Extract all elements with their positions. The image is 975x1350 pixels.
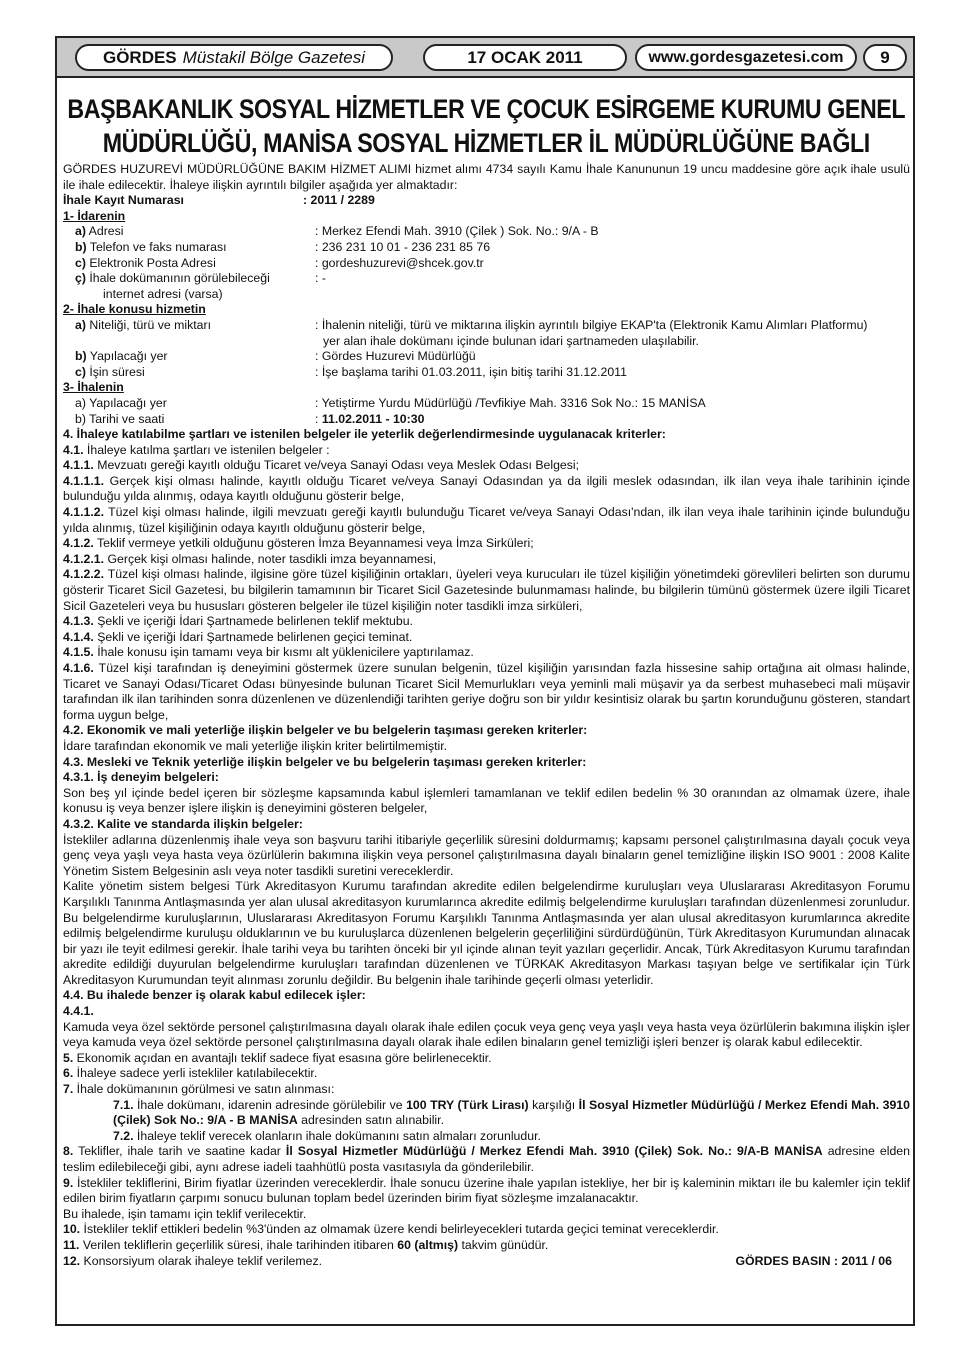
s3-b-label: b) Tarihi ve saati (75, 411, 165, 426)
paper-subtitle: Müstakil Bölge Gazetesi (182, 47, 366, 67)
num: 8. (63, 1144, 74, 1159)
p-4-4-1: Kamuda veya özel sektörde personel çalıştırılmasına dayalı olarak ihale edilen çocuk veya genç veya yaşlı veya hasta veya özürlülerin bakımına ilişkin işler veya kamuda veya özel sektörde personel çalıştırılmasına dayalı olarak ihale edilen binaların genel temizliği işleri benzer iş olarak kabul edilecektir. (63, 1019, 910, 1050)
text: Şekli ve içeriği İdari Şartnamede belirlenen teklif mektubu. (93, 614, 413, 629)
p-4-1-2 (63, 536, 910, 552)
item-10 (63, 1222, 910, 1238)
item-9-b: Bu ihalede, işin tamamı için teklif verilecektir. (63, 1206, 307, 1221)
s3-b-value: 11.02.2011 - 10:30 (321, 411, 425, 426)
text: Konsorsiyum olarak ihaleye teklif verilemez. (80, 1253, 323, 1268)
p-4-1 (63, 443, 910, 459)
num: 7.1. (113, 1097, 134, 1112)
text: İhale dokümanı, idarenin adresinde görülebilir ve (133, 1097, 407, 1112)
s1-d-label: İhale dokümanının görülebileceği (85, 271, 270, 286)
text: Şekli ve içeriği İdari Şartnamede belirlenen geçici teminat. (93, 629, 413, 644)
text: Tüzel kişi olması halinde, ilgili mevzuatı gereği kayıtlı bulunduğu Ticaret ve/veya Sanayi Odası'ndan, ilk ilan veya ihale tarihinin içinde bulunduğu yılda alınmış, tüzel kişiliğinin odaya kayıtlı olduğunu gösterir belge, (63, 505, 910, 535)
s3-a-label: a) Yapılacağı yer (75, 395, 167, 410)
num: 6. (63, 1066, 74, 1081)
intro-paragraph: GÖRDES HUZUREVİ MÜDÜRLÜĞÜNE BAKIM HİZMET ALIMI hizmet alımı 4734 sayılı Kamu İhale Kanununun 19 uncu maddesine göre açık ihale usulü ile ihale edilecektir. İhaleye ilişkin ayrıntılı bilgiler aşağıda yer almaktadır: (63, 162, 910, 192)
item-12-row (63, 1254, 910, 1270)
text: 100 TRY (Türk Lirası) (406, 1097, 529, 1112)
s1-a-label: Adresi (85, 224, 124, 239)
s3-a-value: : Yetiştirme Yurdu Müdürlüğü /Tevfikiye Mah. 3316 Sok No.: 15 MANİSA (315, 395, 706, 410)
paper-name-pill (75, 44, 393, 71)
p-4-1-2-1 (63, 552, 910, 568)
s2-b-row (63, 349, 910, 365)
num: 4.1.1.1. (63, 473, 105, 488)
p-4-2-title: 4.2. Ekonomik ve mali yeterliğe ilişkin belgeler ve bu belgelerin taşıması gereken kriterler: (63, 723, 588, 738)
num: 4.1.4. (63, 629, 94, 644)
text: İhaleye sadece yerli istekliler katılabilecektir. (73, 1066, 318, 1081)
s1-d-value: : - (315, 271, 326, 286)
text: Mevzuatı gereği kayıtlı olduğu Ticaret ve/veya Sanayi Odası veya Meslek Odası Belgesi; (93, 458, 580, 473)
item-7 (63, 1082, 910, 1098)
text: Gerçek kişi olması halinde, kayıtlı olduğu Ticaret ve/veya Sanayi Odasından ya da ilgili meslek odasından, ilk ilan veya ihale tarihinin içinde bulunduğu yılda alınmış, odaya kayıtlı olduğunu gösterir belge, (63, 473, 910, 504)
article-title: BAŞBAKANLIK SOSYAL HİZMETLER VE ÇOCUK ESİRGEME KURUMU GENEL MÜDÜRLÜĞÜ, MANİSA SOSYAL HİZMETLER İL MÜDÜRLÜĞÜNE BAĞLI (67, 94, 906, 158)
s2-a-label: Niteliği, türü ve miktarı (85, 317, 211, 332)
item-5 (63, 1051, 910, 1067)
text: İhale konusu işin tamamı veya bir kısmı alt yüklenicilere yaptırılamaz. (93, 645, 474, 660)
p-4-3-2-title: 4.3.2. Kalite ve standarda ilişkin belgeler: (63, 816, 303, 831)
num: 11. (63, 1237, 80, 1252)
num: 4.1.2.1. (63, 551, 105, 566)
text: Teklifler, ihale tarih ve saatine kadar (73, 1144, 286, 1159)
text: Gerçek kişi olması halinde, noter tasdikli imza beyannamesi, (104, 551, 437, 566)
s1-c-value: : gordeshuzurevi@shcek.gov.tr (315, 255, 484, 270)
p-4-4-1-title: 4.4.1. (63, 1004, 94, 1019)
num: 10. (63, 1222, 81, 1237)
text: 60 (altmış) (397, 1237, 459, 1252)
text: Verilen tekliflerin geçerlilik süresi, ihale tarihinden itibaren (79, 1237, 398, 1252)
s3-b-prefix: : (315, 411, 322, 426)
num: 7.2. (113, 1128, 134, 1143)
page-number-pill (863, 44, 907, 71)
website: www.gordesgazetesi.com (648, 48, 844, 66)
kayit-value: : 2011 / 2289 (303, 193, 375, 208)
p-4-1-1-1 (63, 474, 910, 505)
text: İstekliler teklif ettikleri bedelin %3'ünden az olmamak üzere kendi belirleyecekleri tutarda geçici teminat vereceklerdir. (80, 1222, 719, 1237)
num: 5. (63, 1050, 74, 1065)
s2-c-key: c) (75, 364, 86, 379)
p-4-1-5 (63, 645, 910, 661)
text: adresine elden teslim edilebileceği gibi, aynı adrese iadeli taahhütlü posta vasıtasıyla da gönderilebilir. (63, 1144, 910, 1174)
p-4-3-title: 4.3. Mesleki ve Teknik yeterliğe ilişkin belgeler ve bu belgelerin taşıması gereken kriterler: (63, 754, 587, 769)
s3-a-row (63, 396, 910, 412)
kayit-label: İhale Kayıt Numarası (63, 193, 184, 208)
s2-a-key: a) (75, 317, 86, 332)
text: Teklif vermeye yetkili olduğunu gösteren İmza Beyannamesi veya İmza Sirküleri; (93, 536, 534, 551)
text: Ekonomik açıdan en avantajlı teklif sadece fiyat esasına göre belirlenecektir. (73, 1050, 492, 1065)
section-1-title: 1- İdarenin (63, 208, 126, 223)
num: 4.1.5. (63, 645, 94, 660)
s2-b-value: : Gördes Huzurevi Müdürlüğü (315, 349, 476, 364)
num: 7. (63, 1082, 74, 1097)
num: 4.1.3. (63, 614, 94, 629)
p-4-4-title: 4.4. Bu ihalede benzer iş olarak kabul edilecek işler: (63, 988, 366, 1003)
s1-b-value: : 236 231 10 01 - 236 231 85 76 (315, 239, 491, 254)
s1-a-value: : Merkez Efendi Mah. 3910 (Çilek ) Sok. No.: 9/A - B (315, 224, 599, 239)
num: 4.1. (63, 442, 84, 457)
s2-c-label: İşin süresi (85, 364, 145, 379)
p-4-1-2-2 (63, 567, 910, 614)
p-4-3-2-b: Kalite yönetim sistem belgesi Türk Akreditasyon Kurumu tarafından akredite edilen belgelendirme kuruluşları veya Uluslararası Akreditasyon Forumu Karşılıklı Tanınma Antlaşmasında yer alan ulusal akreditasyon kurumlarınca akredite edilmiş belgelendirme kuruluşları tarafından düzenlenmesi zorunludur. Bu belgelendirme kuruluşlarının, Uluslararası Akreditasyon Forumu Karşılıklı Tanınma Antlaşmasında yer alan ulusal akreditasyon kurumlarınca akredite edilmiş belgelendirme kuruluşu olduklarının ve bu kuruluşlarca düzenlenen belgelerin geçerliliğini sürdürdüğünün, Türk Akreditasyon Kurumundan alınacak bir yazı ile teyit edilmesi gerekir. İhale tarihi veya bu tarihten önceki bir yıl içinde alınan teyit yazıları geçerlidir. Ancak, Türk Akreditasyon Kurumu tarafından akredite edildiği duyurulan belgelendirme kuruluşları tarafından düzenlenen ve TÜRKAK Akreditasyon Markası taşıyan belge ve sertifikalar için Türk Akreditasyon Kurumundan teyit alınması zorunlu değildir. Bu belgenin ihale tarihinde geçerli olması yeterlidir. (63, 879, 910, 987)
text: karşılığı (528, 1097, 579, 1112)
item-7-2 (63, 1129, 910, 1145)
article (63, 92, 910, 1269)
p-4-1-3 (63, 614, 910, 630)
text: İl Sosyal Hizmetler Müdürlüğü / Merkez Efendi Mah. 3910 (Çilek) Sok. No.: 9/A-B MANİSA (285, 1144, 823, 1159)
text: takvim günüdür. (458, 1237, 549, 1252)
num: 4.1.1.2. (63, 505, 105, 520)
p-4-2: İdare tarafından ekonomik ve mali yeterliğe ilişkin kriter belirtilmemiştir. (63, 738, 448, 753)
p-4-3-1-title: 4.3.1. İş deneyim belgeleri: (63, 770, 219, 785)
item-9 (63, 1176, 910, 1207)
s2-b-key: b) (75, 349, 87, 364)
text: Tüzel kişi tarafından iş deneyimini göstermek üzere sunulan belgenin, tüzel kişiliğin yarısından fazla hissesine sahip ortağına ait olması halinde, Ticaret ve Sanayi Odası/Ticaret Odası bünyesinde bulunan Ticaret Sicil Memurlukları veya yeminli mali müşavir ya da serbest muhasebeci mali müşavir tarafından ilk ilan tarihinden sonra düzenlenen ve düzenlendiği tarihten geriye doğru son bir yıldır kesintisiz olarak bu şartın korunduğunu gösteren, standart forma uygun belge, (63, 661, 910, 722)
section-4-title: 4. İhaleye katılabilme şartları ve istenilen belgeler ile yeterlik değerlendirmesinde uygulanacak kriterler: (63, 427, 666, 442)
num: 12. (63, 1253, 81, 1268)
p-4-1-1 (63, 458, 910, 474)
s1-d-row (63, 271, 910, 302)
num: 4.1.6. (63, 661, 94, 675)
s1-b-key: b) (75, 239, 87, 254)
date-pill (423, 44, 627, 71)
num: 4.1.2.2. (63, 567, 105, 582)
item-12 (63, 1254, 322, 1270)
text: İhaleye teklif verecek olanların ihale dokümanını satın almaları zorunludur. (133, 1128, 541, 1143)
p-4-1-1-2 (63, 505, 910, 536)
page-number: 9 (880, 47, 890, 67)
s1-a-key: a) (75, 224, 86, 239)
s1-c-label: Elektronik Posta Adresi (85, 255, 216, 270)
section-3-title: 3- İhalenin (63, 380, 124, 395)
text: İl Sosyal Hizmetler Müdürlüğü / Merkez Efendi Mah. 3910 (Çilek) Sok No.: 9/A - B MANİSA (113, 1097, 910, 1128)
paper-name: GÖRDES (102, 47, 177, 67)
website-pill (635, 44, 857, 71)
s2-b-label: Yapılacağı yer (86, 349, 168, 364)
item-11 (63, 1238, 910, 1254)
s1-b-label: Telefon ve faks numarası (86, 239, 227, 254)
s1-a-row (63, 224, 910, 240)
s2-a-value2: yer alan ihale dokümanı içinde bulunan idari şartnameden ulaşılabilir. (323, 333, 699, 348)
text: Tüzel kişi olması halinde, ilgisine göre tüzel kişiliğinin ortakları, üyeleri veya kurucuları ile tüzel kişiliğin yönetimdeki görevlileri belirten son durumu gösterir Ticaret Sicil Gazetesi, bu bilgilerin tamamının bir Ticaret Sicil Gazetesinde bulunmaması halinde, bu bilgilerin tümünü göstermek üzere ilgili Ticaret Sicil Gazeteleri veya bu hususları gösteren belgeler ile tüzel kişiliğin noter tasdikli imza sirküleri, (63, 567, 910, 613)
s2-c-row (63, 365, 910, 381)
s1-c-row (63, 256, 910, 272)
newspaper-header (57, 38, 913, 78)
p-4-1-4 (63, 630, 910, 646)
num: 4.1.2. (63, 536, 94, 551)
num: 9. (63, 1175, 74, 1190)
s3-b-row (63, 412, 910, 428)
s2-c-value: : İşe başlama tarihi 01.03.2011, işin bitiş tarihi 31.12.2011 (315, 364, 627, 379)
section-2-title: 2- İhale konusu hizmetin (63, 302, 206, 317)
s1-d-key: ç) (75, 271, 86, 286)
p-4-3-1: Son beş yıl içinde bedel içeren bir sözleşme kapsamında kabul işlemleri tamamlanan ve teklif edilen bedelin % 30 oranından az olmamak üzere, ihale konusu iş veya benzer işlere ilişkin iş deneyimini gösteren belgeler, (63, 785, 910, 816)
text: adresinden satın alınabilir. (297, 1113, 444, 1128)
text: İhale dokümanının görülmesi ve satın alınması: (73, 1082, 335, 1097)
s1-c-key: c) (75, 255, 86, 270)
p-4-3-2-a: İstekliler adlarına düzenlenmiş ihale veya son başvuru tarihi itibariyle geçerlilik süresini doldurmamış; kapsamı personel çalıştırılmasına dayalı çocuk veya genç veya yaşlı veya hasta veya özürlülerin bakımına ilişkin veya personel çalıştırılmasına dayalı binaların genel temizliğine ilişkin ISO 9001 : 2008 Kalite Yönetim Sistem Belgesinin aslı veya noter tasdikli suretini vereceklerdir. (63, 832, 910, 878)
item-8 (63, 1144, 910, 1175)
footer-code: GÖRDES BASIN : 2011 / 06 (735, 1253, 892, 1268)
issue-date: 17 OCAK 2011 (467, 47, 583, 67)
num: 4.1.1. (63, 458, 94, 473)
text: İhaleye katılma şartları ve istenilen belgeler : (83, 442, 330, 457)
text: İstekliler tekliflerini, Birim fiyatlar üzerinden vereceklerdir. İhale sonucu üzerine ihale yapılan istekliye, her bir iş kaleminin miktarı ile bu kalemler için teklif edilen birim fiyatların çarpımı sonucu bulunan toplam bedel üzerinden birim fiyat sözleşme imzalanacaktır. (63, 1175, 910, 1206)
s2-a-row (63, 318, 910, 349)
p-4-1-6 (63, 661, 910, 723)
s1-d-label2: internet adresi (varsa) (103, 286, 223, 301)
kayit-row (63, 193, 910, 209)
s1-b-row (63, 240, 910, 256)
item-7-1 (63, 1098, 910, 1129)
s2-a-value: : İhalenin niteliği, türü ve miktarına ilişkin ayrıntılı bilgiye EKAP'ta (Elektronik Kamu Alımları Platformu) (315, 317, 868, 332)
item-6 (63, 1066, 910, 1082)
